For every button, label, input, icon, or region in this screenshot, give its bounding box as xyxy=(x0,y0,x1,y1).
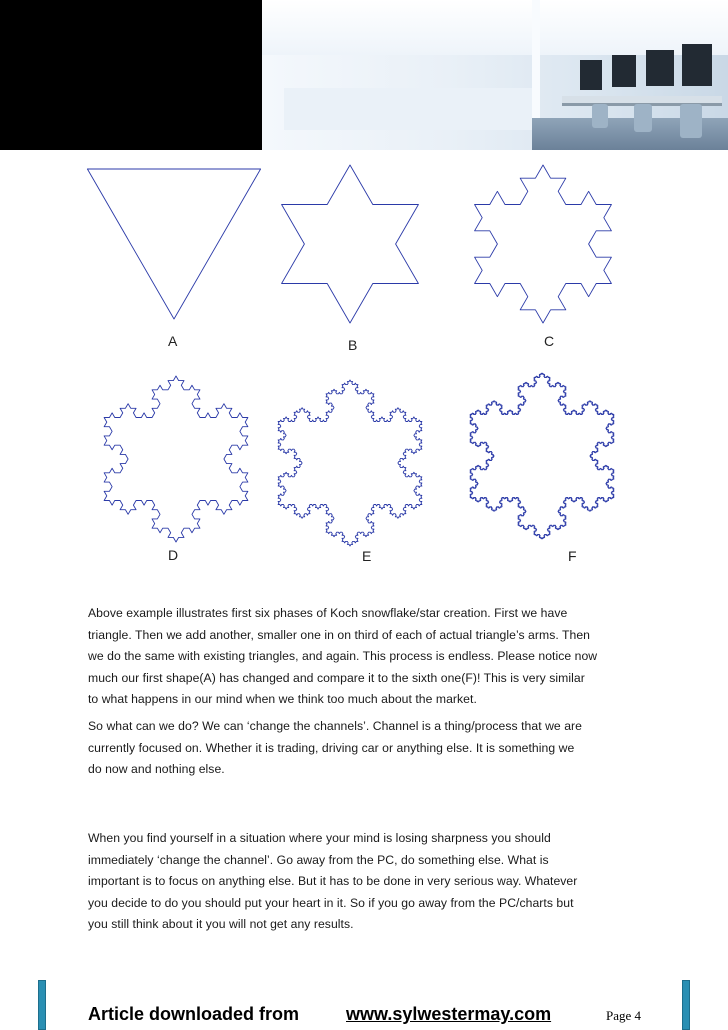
figure-label-a: A xyxy=(168,333,178,349)
text-line: much our first shape(A) has changed and compare it to the sixth one(F)! This is very similar xyxy=(88,670,585,685)
photo-monitor xyxy=(580,60,602,90)
photo-chair xyxy=(592,104,608,128)
text-line: you still think about it you will not get any results. xyxy=(88,917,354,931)
page-header xyxy=(0,0,728,150)
header-black-block xyxy=(0,0,262,150)
text-line: to what happens in our mind when we think too much about the market. xyxy=(88,692,477,706)
page-footer xyxy=(88,1004,648,1030)
figure-label-f: F xyxy=(568,548,577,564)
photo-monitor xyxy=(646,50,674,86)
photo-ceiling xyxy=(262,0,728,55)
koch-stage-d xyxy=(104,376,248,542)
paragraph-advice xyxy=(88,828,648,936)
text-line: you decide to do you should put your heart in it. So if you go away from the PC/charts but xyxy=(88,895,574,910)
footer-website-link[interactable]: www.sylwestermay.com xyxy=(346,1004,552,1024)
paragraph-koch-explanation xyxy=(88,603,648,711)
photo-monitor xyxy=(612,55,636,87)
photo-monitor xyxy=(682,44,712,86)
figure-label-b: B xyxy=(348,337,358,353)
text-line: we do the same with existing triangles, and again. This process is endless. Please notice now xyxy=(88,649,598,663)
text-line: triangle. Then we add another, smaller one in on third of each of actual triangle’s arms. Then xyxy=(88,627,590,642)
text-line: Above example illustrates first six phases of Koch snowflake/star creation. First we have xyxy=(88,606,568,620)
koch-stage-b xyxy=(282,165,419,323)
photo-chair xyxy=(634,104,652,132)
text-line: do now and nothing else. xyxy=(88,762,225,776)
figure-label-d: D xyxy=(168,547,179,563)
koch-stage-c xyxy=(475,165,612,323)
text-line: When you find yourself in a situation where your mind is losing sharpness you should xyxy=(88,831,551,845)
koch-stage-f xyxy=(470,373,614,539)
figure-label-e: E xyxy=(362,548,372,564)
text-line: So what can we do? We can ‘change the channels’. Channel is a thing/process that we are xyxy=(88,719,582,733)
koch-snowflake-svg xyxy=(86,150,642,570)
koch-stage-a xyxy=(87,169,260,319)
footer-source-text: Article downloaded from xyxy=(88,1004,300,1024)
photo-wall-panel xyxy=(284,88,534,130)
text-line: currently focused on. Whether it is trading, driving car or anything else. It is something we xyxy=(88,740,575,755)
koch-snowflake-figure xyxy=(86,150,642,570)
paragraph-change-channels xyxy=(88,716,648,781)
koch-stage-e xyxy=(278,380,422,546)
text-line: immediately ‘change the channel’. Go away from the PC, do something else. What is xyxy=(88,852,549,867)
page-number: Page 4 xyxy=(606,1008,642,1023)
photo-chair xyxy=(680,104,702,138)
right-page-rail xyxy=(682,980,690,1030)
text-line: important is to focus on anything else. But it has to be done in very serious way. Whatever xyxy=(88,874,578,888)
left-page-rail xyxy=(38,980,46,1030)
figure-label-c: C xyxy=(544,333,555,349)
header-office-photo xyxy=(262,0,728,150)
